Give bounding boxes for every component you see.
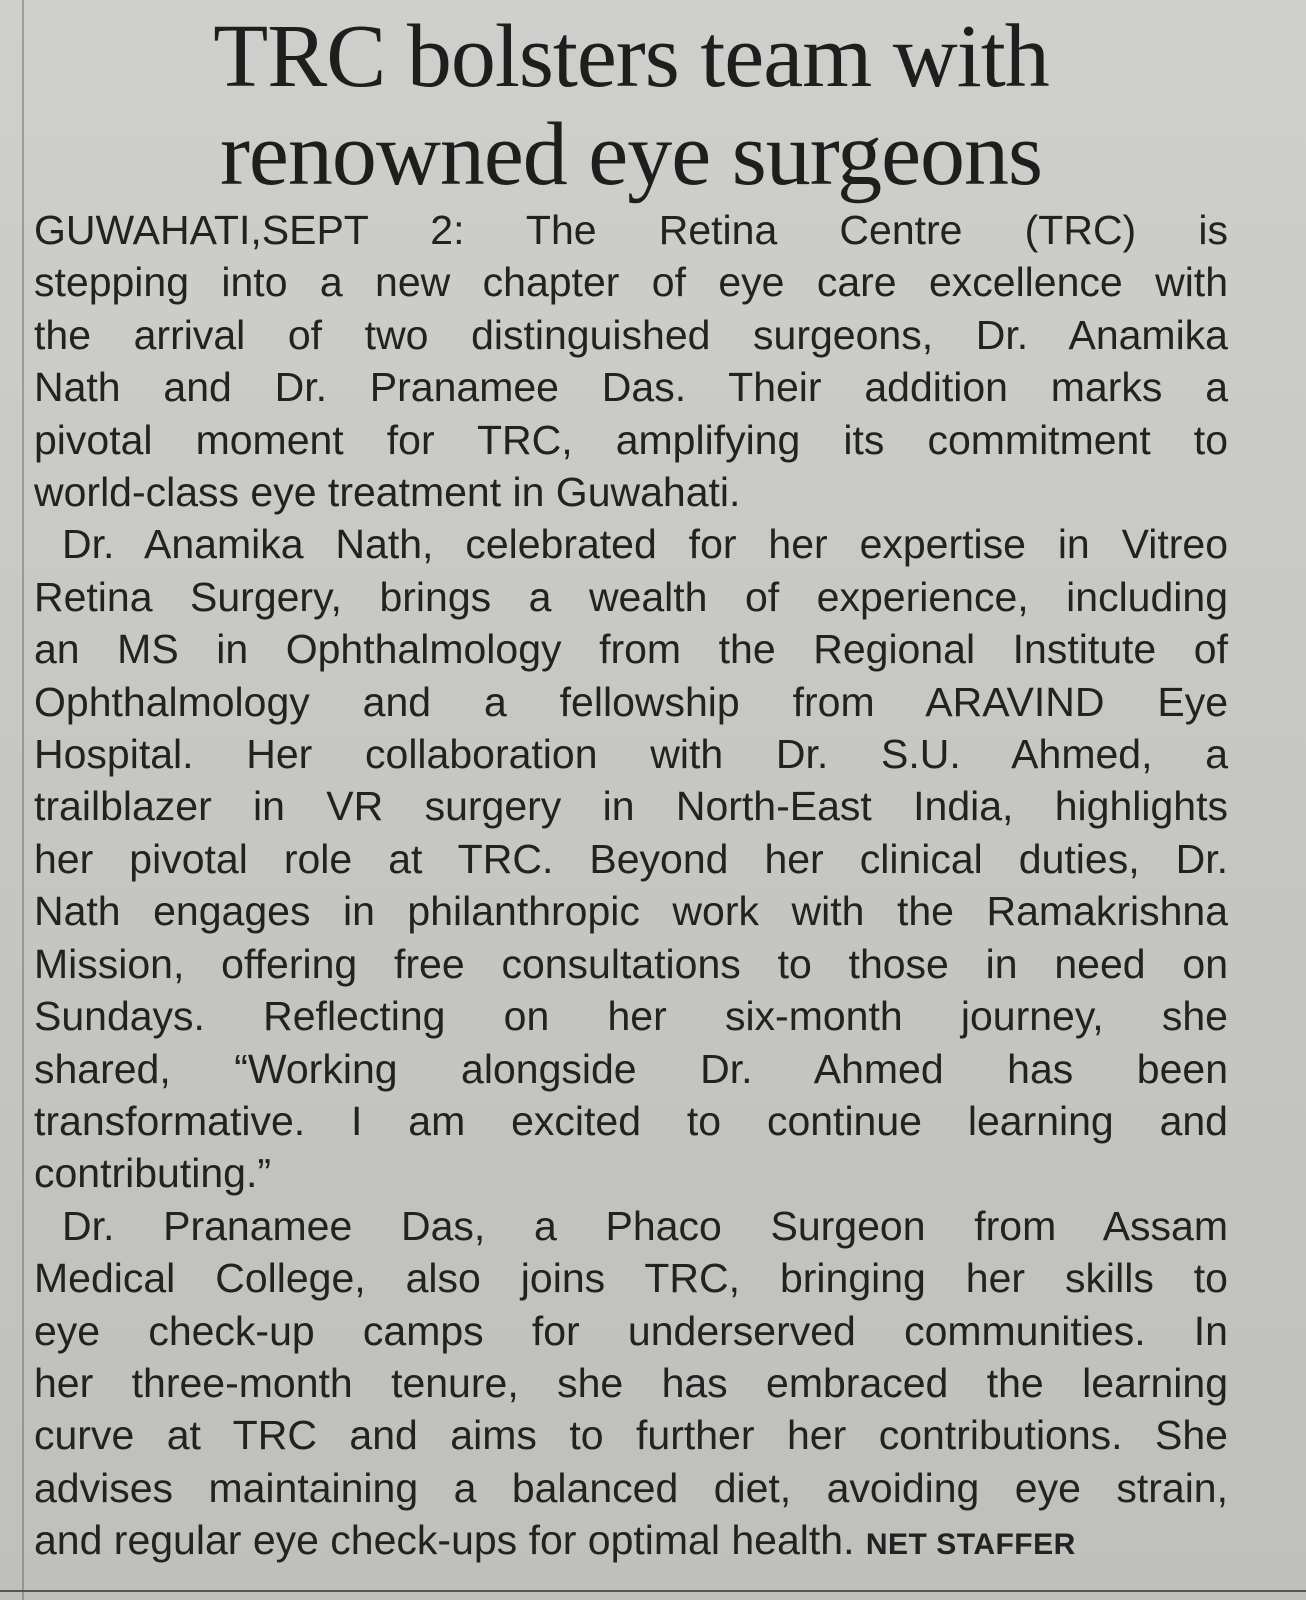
text-line: Hospital. Her collaboration with Dr. S.U. Ahmed, a xyxy=(34,731,1228,778)
text-line: Nath and Dr. Pranamee Das. Their addition marks a xyxy=(34,364,1228,411)
text-line: her three-month tenure, she has embraced the learning xyxy=(34,1359,1228,1406)
text-line: stepping into a new chapter of eye care excellence with xyxy=(34,259,1228,306)
text-line: an MS in Ophthalmology from the Regional Institute of xyxy=(34,626,1228,673)
column-rule xyxy=(22,0,24,1600)
text-line: Sundays. Reflecting on her six-month journey, she xyxy=(34,993,1228,1040)
byline: NET STAFFER xyxy=(865,1528,1076,1562)
paragraph-3 xyxy=(34,1200,1228,1572)
text-line: Dr. Pranamee Das, a Phaco Surgeon from Assam xyxy=(62,1202,1228,1249)
headline xyxy=(0,8,1262,204)
text-line: trailblazer in VR surgery in North-East India, highlights xyxy=(34,783,1228,830)
text-line: Medical College, also joins TRC, bringing her skills to xyxy=(34,1255,1228,1302)
paragraph-2 xyxy=(34,518,1228,1199)
paragraph-1 xyxy=(34,204,1228,518)
text-line: advises maintaining a balanced diet, avoiding eye strain, xyxy=(34,1464,1228,1511)
bottom-rule xyxy=(0,1590,1306,1592)
text-line: shared, “Working alongside Dr. Ahmed has been xyxy=(34,1045,1228,1092)
text-line: transformative. I am excited to continue learning and xyxy=(34,1097,1228,1144)
text-line: contributing.” xyxy=(34,1150,272,1197)
text-line: the arrival of two distinguished surgeons, Dr. Anamika xyxy=(34,311,1228,358)
text-line: and regular eye check-ups for optimal health. xyxy=(34,1517,855,1564)
text-line: pivotal moment for TRC, amplifying its commitment to xyxy=(34,416,1228,463)
text-line: curve at TRC and aims to further her contributions. She xyxy=(34,1412,1228,1459)
headline-line-2: renowned eye surgeons xyxy=(219,105,1043,204)
headline-line-1: TRC bolsters team with xyxy=(213,7,1049,106)
text-line: Ophthalmology and a fellowship from ARAVIND Eye xyxy=(34,678,1228,725)
text-line: Dr. Anamika Nath, celebrated for her expertise in Vitreo xyxy=(62,521,1228,568)
text-line: world-class eye treatment in Guwahati. xyxy=(34,469,741,516)
text-line: Mission, offering free consultations to those in need on xyxy=(34,940,1228,987)
text-line: eye check-up camps for underserved communities. In xyxy=(34,1307,1228,1354)
text-line: Retina Surgery, brings a wealth of experience, including xyxy=(34,573,1228,620)
final-line xyxy=(34,1514,1228,1571)
text-line: her pivotal role at TRC. Beyond her clinical duties, Dr. xyxy=(34,835,1228,882)
text-line: GUWAHATI,SEPT 2: The Retina Centre (TRC) is xyxy=(34,207,1228,253)
article-body xyxy=(34,204,1228,1572)
text-line: Nath engages in philanthropic work with the Ramakrishna xyxy=(34,888,1228,935)
